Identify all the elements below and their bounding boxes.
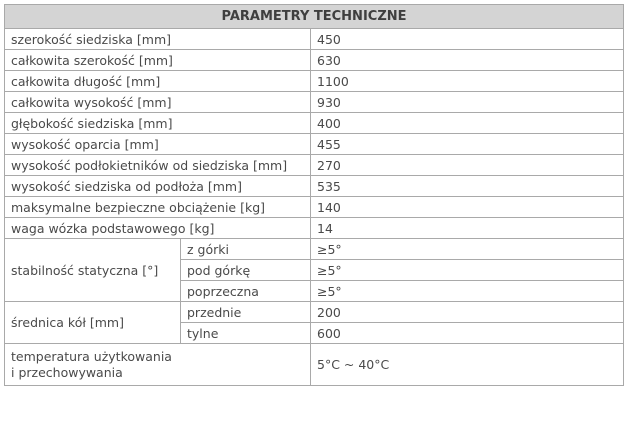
table-row <box>5 176 624 197</box>
temperature-label-line1: temperatura użytkowania <box>11 348 172 364</box>
table-row <box>5 71 624 92</box>
row-label: wysokość podłokietników od siedziska [mm] <box>5 155 311 176</box>
stability-sublabel: pod górkę <box>181 260 311 281</box>
table-row <box>5 50 624 71</box>
table-row <box>5 92 624 113</box>
table-row <box>5 239 624 260</box>
table-row <box>5 134 624 155</box>
row-value: 930 <box>311 92 624 113</box>
row-label: waga wózka podstawowego [kg] <box>5 218 311 239</box>
wheels-value: 200 <box>311 302 624 323</box>
row-label: całkowita wysokość [mm] <box>5 92 311 113</box>
row-value: 455 <box>311 134 624 155</box>
row-value: 140 <box>311 197 624 218</box>
row-label: całkowita długość [mm] <box>5 71 311 92</box>
row-value: 1100 <box>311 71 624 92</box>
spec-table-container <box>4 4 623 386</box>
row-value: 450 <box>311 29 624 50</box>
row-label: wysokość siedziska od podłoża [mm] <box>5 176 311 197</box>
table-title: PARAMETRY TECHNICZNE <box>5 5 624 29</box>
table-row <box>5 218 624 239</box>
wheels-sublabel: przednie <box>181 302 311 323</box>
stability-value: ≥5° <box>311 239 624 260</box>
row-value: 270 <box>311 155 624 176</box>
row-value: 400 <box>311 113 624 134</box>
row-label: szerokość siedziska [mm] <box>5 29 311 50</box>
row-value: 535 <box>311 176 624 197</box>
spec-table <box>4 4 624 386</box>
row-value: 14 <box>311 218 624 239</box>
wheels-sublabel: tylne <box>181 323 311 344</box>
temperature-label-line2: i przechowywania <box>11 364 123 380</box>
stability-value: ≥5° <box>311 260 624 281</box>
row-label: wysokość oparcia [mm] <box>5 134 311 155</box>
row-label: głębokość siedziska [mm] <box>5 113 311 134</box>
table-row <box>5 29 624 50</box>
wheels-label: średnica kół [mm] <box>5 302 181 344</box>
temperature-label <box>5 344 311 386</box>
table-row <box>5 344 624 386</box>
stability-sublabel: poprzeczna <box>181 281 311 302</box>
table-header-row <box>5 5 624 29</box>
table-row <box>5 155 624 176</box>
stability-value: ≥5° <box>311 281 624 302</box>
stability-sublabel: z górki <box>181 239 311 260</box>
table-row <box>5 302 624 323</box>
stability-label: stabilność statyczna [°] <box>5 239 181 302</box>
row-label: maksymalne bezpieczne obciążenie [kg] <box>5 197 311 218</box>
table-row <box>5 113 624 134</box>
row-value: 630 <box>311 50 624 71</box>
table-row <box>5 197 624 218</box>
temperature-value: 5°C ~ 40°C <box>311 344 624 386</box>
wheels-value: 600 <box>311 323 624 344</box>
row-label: całkowita szerokość [mm] <box>5 50 311 71</box>
